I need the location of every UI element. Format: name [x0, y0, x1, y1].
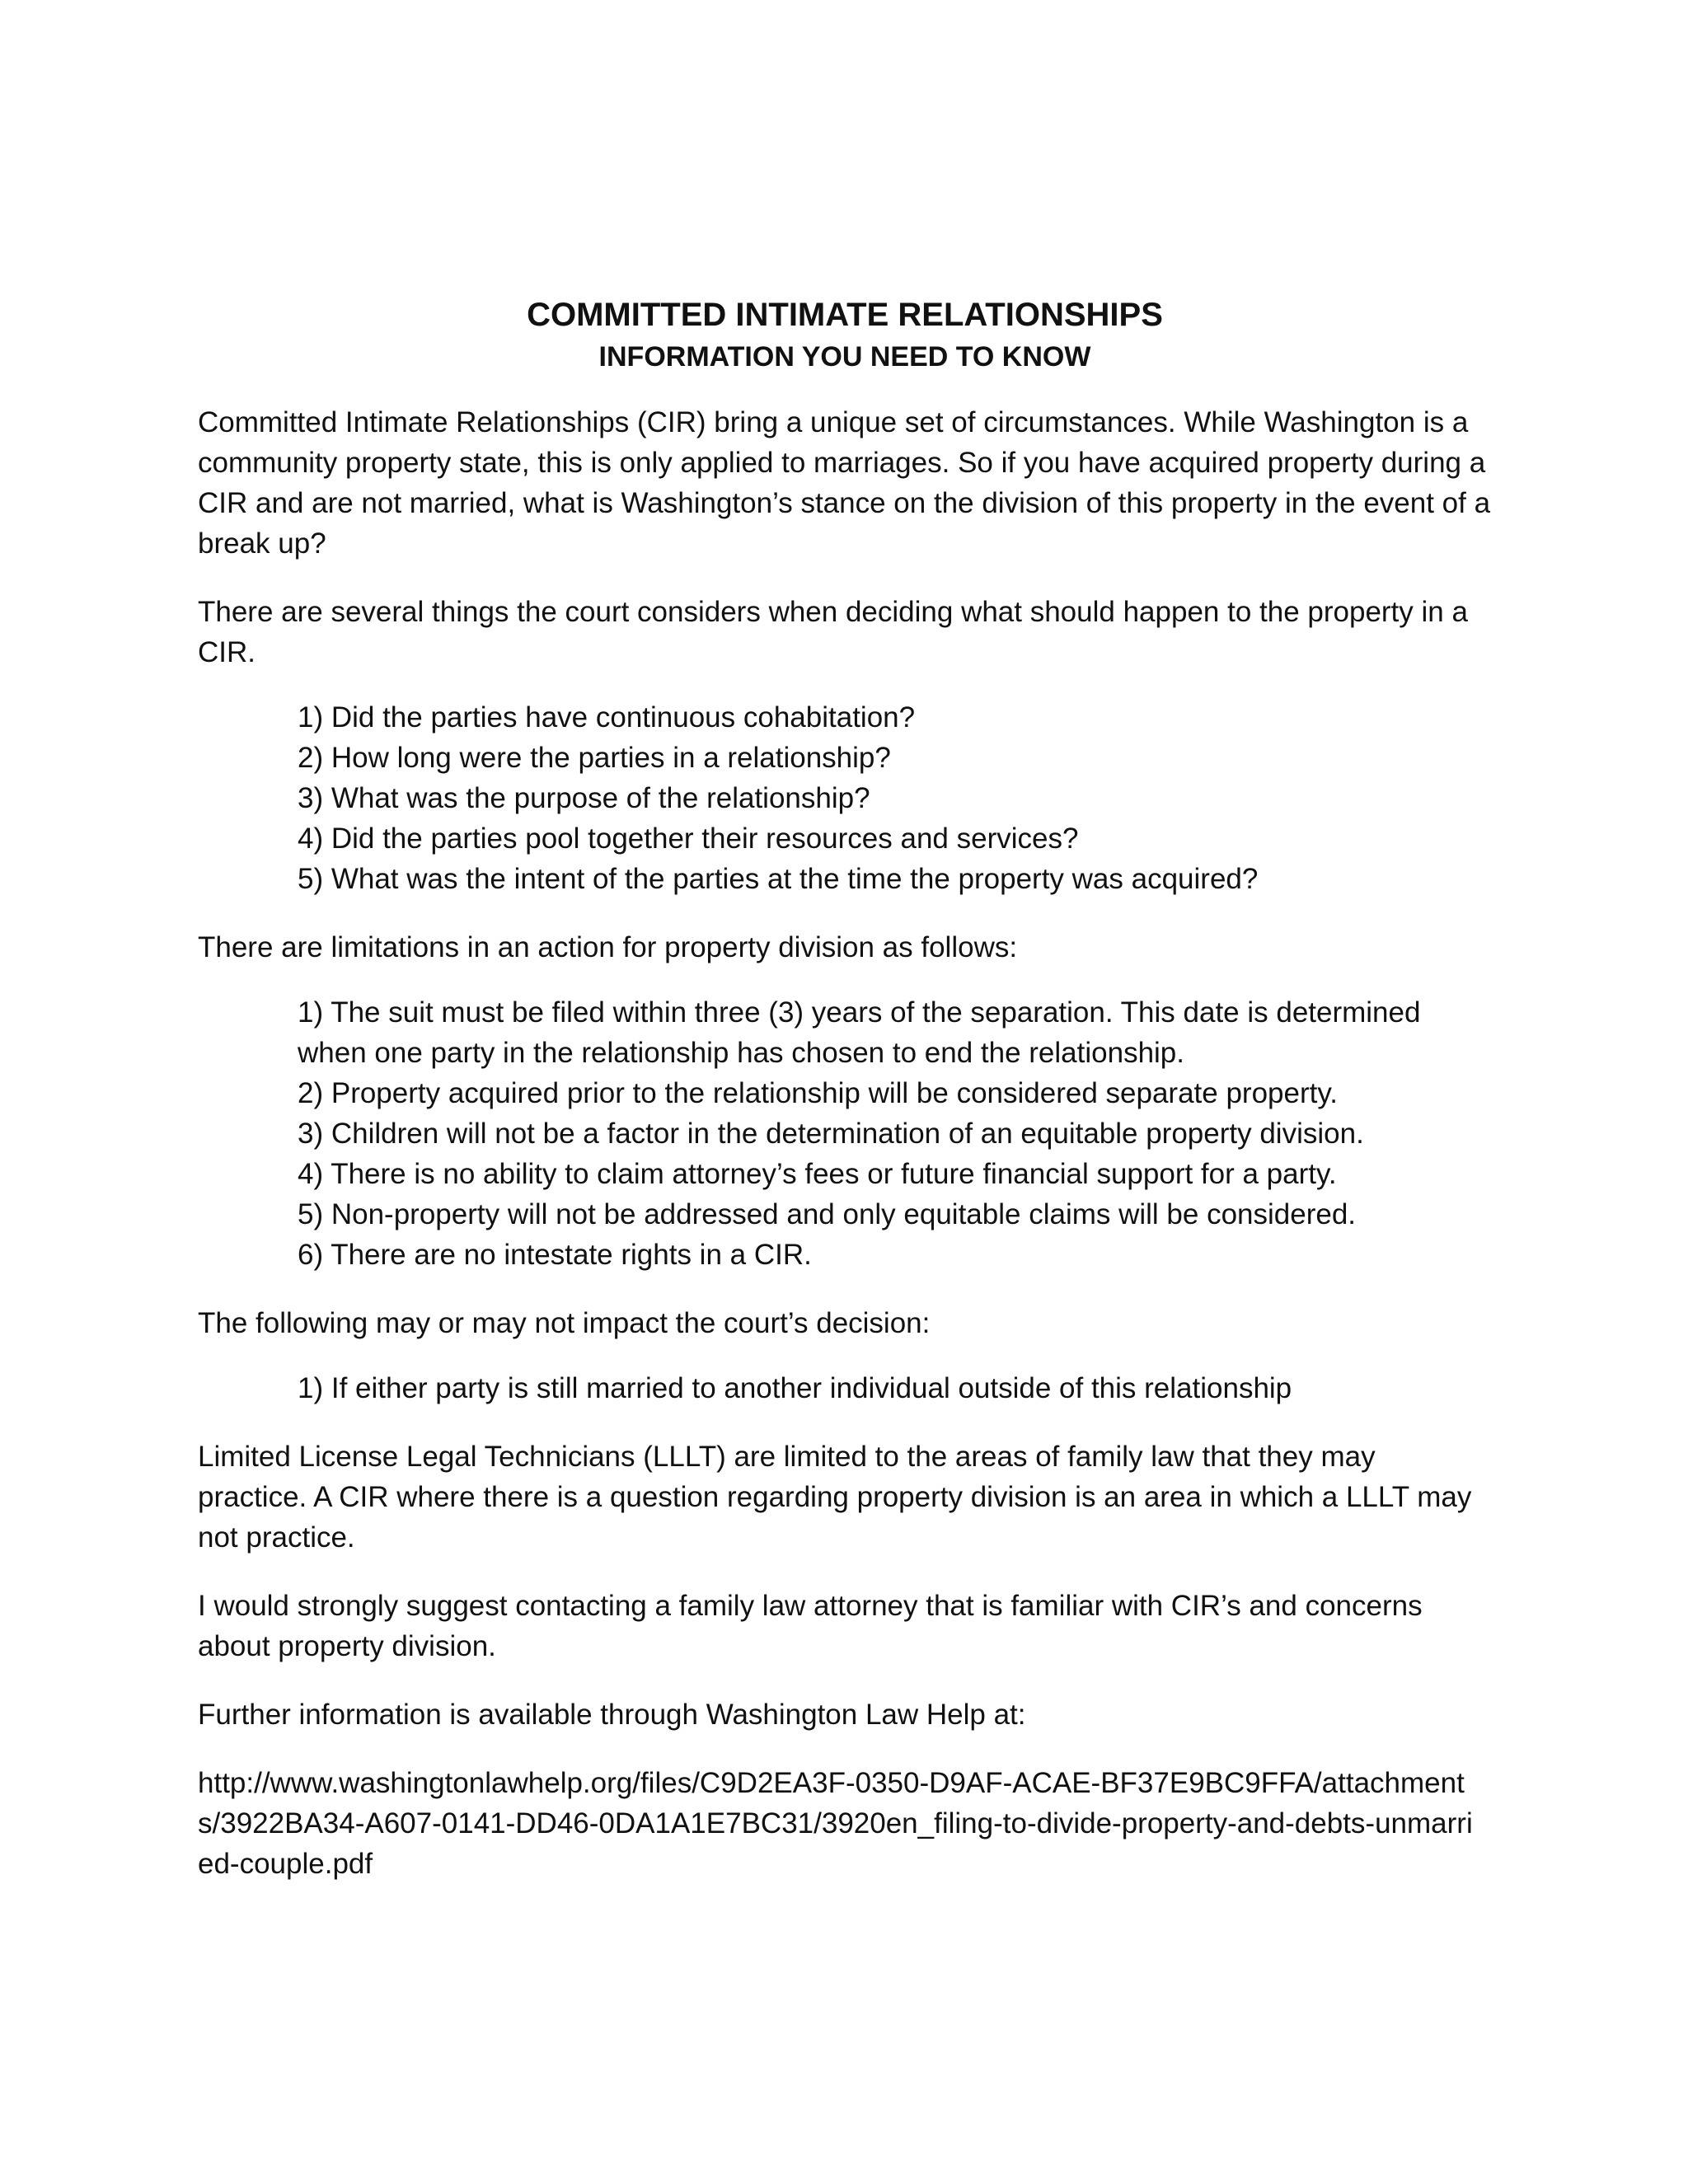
- document-subtitle: INFORMATION YOU NEED TO KNOW: [598, 341, 1091, 373]
- impact-intro: The following may or may not impact the court’s decision:: [198, 1307, 931, 1339]
- considerations-list: [198, 697, 1492, 899]
- further-info-paragraph: Further information is available through Washington Law Help at:: [198, 1699, 1026, 1731]
- document-page: [198, 293, 1492, 1884]
- list-item: 1) If either party is still married to another individual outside of this relationship: [298, 1372, 1292, 1404]
- impact-list: [198, 1368, 1492, 1408]
- list-item: 3) Children will not be a factor in the determination of an equitable property division.: [298, 1118, 1364, 1150]
- considerations-intro: There are several things the court considers when deciding what should happen to the property in a CIR.: [198, 596, 1468, 668]
- list-item: 4) There is no ability to claim attorney’s fees or future financial support for a party.: [298, 1158, 1337, 1190]
- lllt-paragraph: Limited License Legal Technicians (LLLT) are limited to the areas of family law that they may practice. A CIR where there is a question regarding property division is an area in which a LLLT may not practice.: [198, 1441, 1472, 1554]
- list-item: 5) Non-property will not be addressed and only equitable claims will be considered.: [298, 1198, 1357, 1230]
- list-item: 1) Did the parties have continuous cohabitation?: [298, 701, 916, 733]
- limitations-list: [198, 992, 1492, 1275]
- resource-link[interactable]: http://www.washingtonlawhelp.org/files/C9D2EA3F-0350-D9AF-ACAE-BF37E9BC9FFA/attachments/3922BA34-A607-0141-DD46-0DA1A1E7BC31/3920en_filing-to-divide-property-and-debts-unmarried-couple.pdf: [198, 1767, 1473, 1880]
- list-item: 1) The suit must be filed within three (3) years of the separation. This date is determined when one party in the relationship has chosen to end the relationship.: [298, 996, 1421, 1069]
- list-item: 3) What was the purpose of the relationship?: [298, 782, 870, 814]
- list-item: 4) Did the parties pool together their resources and services?: [298, 823, 1079, 855]
- list-item: 6) There are no intestate rights in a CIR.: [298, 1239, 812, 1271]
- list-item: 2) Property acquired prior to the relationship will be considered separate property.: [298, 1077, 1338, 1109]
- list-item: 5) What was the intent of the parties at the time the property was acquired?: [298, 863, 1259, 895]
- suggestion-paragraph: I would strongly suggest contacting a family law attorney that is familiar with CIR’s and concerns about property division.: [198, 1590, 1423, 1662]
- document-title: COMMITTED INTIMATE RELATIONSHIPS: [527, 297, 1163, 333]
- list-item: 2) How long were the parties in a relationship?: [298, 742, 891, 774]
- intro-paragraph: Committed Intimate Relationships (CIR) bring a unique set of circumstances. While Washington is a community property state, this is only applied to marriages. So if you have acquired property during a CIR and are not married, what is Washington’s stance on the division of this property in the event of a break up?: [198, 406, 1491, 560]
- limitations-intro: There are limitations in an action for property division as follows:: [198, 931, 1018, 963]
